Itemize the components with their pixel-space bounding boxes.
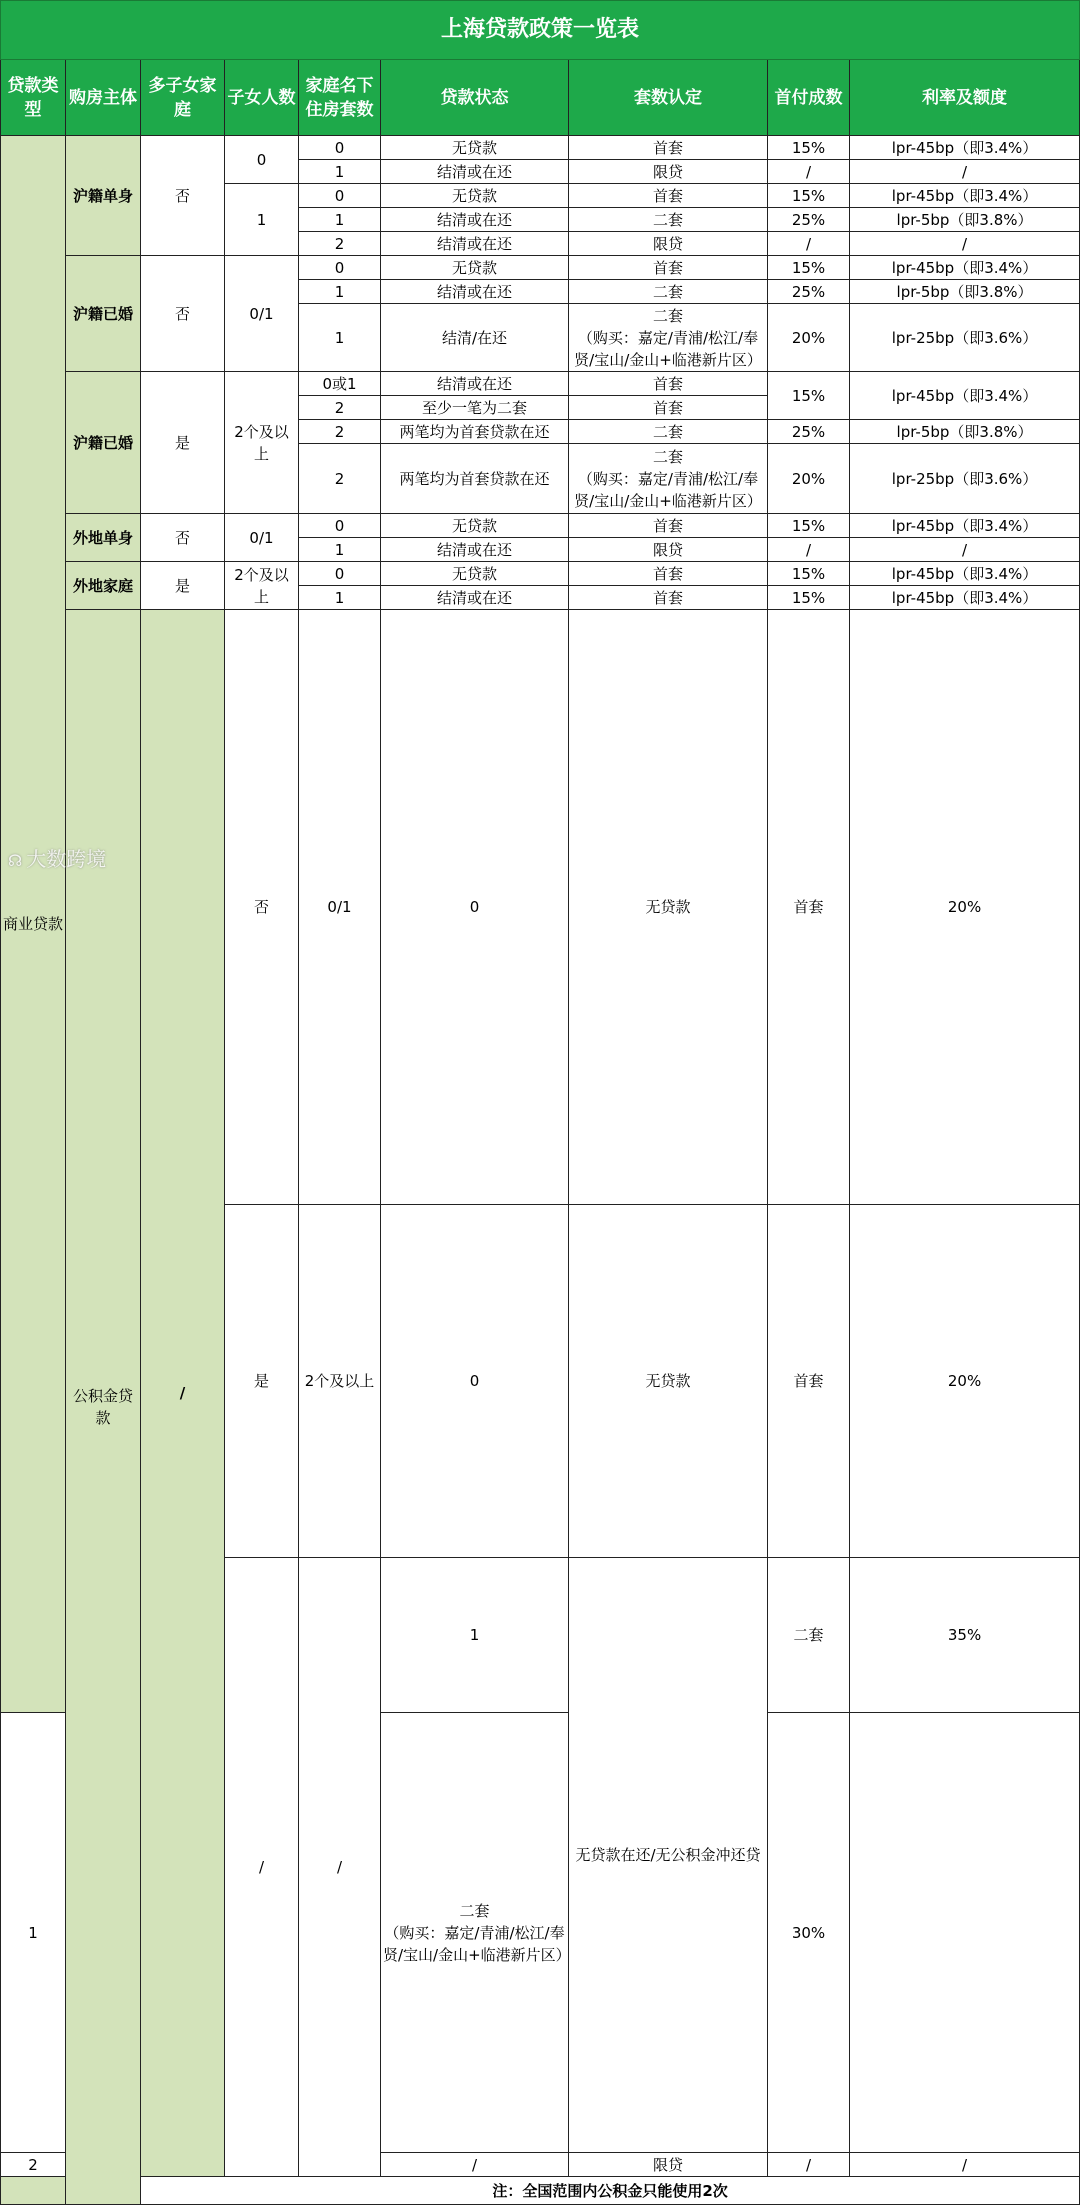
house-count-cell: 0 [299,514,381,538]
house-count-cell: 0或1 [299,372,381,396]
rate-cell: lpr-45bp（即3.4%） [850,184,1080,208]
status-cell: 结清或在还 [381,586,569,610]
down-cell: 35% [850,1558,1080,1713]
house-count-cell: 0 [299,184,381,208]
multi-child-cell: 否 [141,136,225,256]
house-count-cell: 2 [299,232,381,256]
child-count-cell: 1 [225,184,299,256]
status-cell: 结清/在还 [381,304,569,372]
house-count-cell: 1 [299,304,381,372]
rate-cell: lpr-5bp（即3.8%） [850,280,1080,304]
count-cell: 二套 （购买：嘉定/青浦/松江/奉贤/宝山/金山+临港新片区） [381,1713,569,2153]
house-count-cell: 1 [299,208,381,232]
down-cell: / [768,232,850,256]
watermark [8,843,148,871]
status-cell: 无贷款 [381,562,569,586]
subject-out-single: 外地单身 [66,514,141,562]
rate-cell: / [850,232,1080,256]
status-cell: 结清或在还 [381,280,569,304]
down-cell: / [768,160,850,184]
count-cell: 首套 [569,256,768,280]
status-cell: / [381,2153,569,2177]
group-provident: 公积金贷款 [66,610,141,2205]
down-cell: 15% [768,184,850,208]
rate-cell: / [850,538,1080,562]
count-cell: 首套 [768,1205,850,1558]
child-count-cell: 2个及以上 [299,1205,381,1558]
rate-cell: lpr-45bp（即3.4%） [850,586,1080,610]
count-cell: 限贷 [569,232,768,256]
count-cell: 限贷 [569,538,768,562]
multi-child-cell: / [225,1558,299,2177]
child-count-cell: 0/1 [225,514,299,562]
house-count-cell: 2 [299,420,381,444]
count-cell: 二套 [569,280,768,304]
down-cell: 15% [768,136,850,160]
child-count-cell: / [299,1558,381,2177]
status-cell: 结清或在还 [381,160,569,184]
house-count-cell: 0 [299,562,381,586]
count-cell: 二套 [569,208,768,232]
status-cell: 两笔均为首套贷款在还 [381,444,569,514]
status-cell: 无贷款 [381,184,569,208]
group-commercial: 商业贷款 [1,136,66,1713]
house-count-cell: 1 [1,1713,66,2153]
page-title: 上海贷款政策一览表 [1,1,1080,60]
down-cell: 15% [768,514,850,538]
count-cell: 限贷 [569,160,768,184]
header-count-rule: 套数认定 [569,60,768,136]
child-count-cell: 2个及以上 [225,372,299,514]
multi-child-cell: 否 [225,610,299,1205]
count-cell: 首套 [569,396,768,420]
header-house-count: 家庭名下住房套数 [299,60,381,136]
down-cell: 20% [768,304,850,372]
house-count-cell: 1 [299,280,381,304]
count-cell: 二套 [569,420,768,444]
status-cell: 两笔均为首套贷款在还 [381,420,569,444]
status-cell: 无贷款 [381,514,569,538]
header-child-count: 子女人数 [225,60,299,136]
child-count-cell: 0/1 [225,256,299,372]
multi-child-cell: 是 [141,372,225,514]
status-cell: 无贷款 [381,256,569,280]
count-cell: 首套 [569,514,768,538]
count-cell: 限贷 [569,2153,768,2177]
header-rate: 利率及额度 [850,60,1080,136]
status-cell: 至少一笔为二套 [381,396,569,420]
count-cell: 首套 [768,610,850,1205]
down-cell: 15% [768,586,850,610]
count-cell: 二套 [768,1558,850,1713]
header-down-payment: 首付成数 [768,60,850,136]
count-cell: 二套 （购买：嘉定/青浦/松江/奉贤/宝山/金山+临港新片区） [569,444,768,514]
down-cell: 25% [768,208,850,232]
house-count-cell: 1 [381,1558,569,1713]
down-cell: 20% [850,1205,1080,1558]
count-cell: 首套 [569,372,768,396]
status-cell: 无贷款 [569,1205,768,1558]
multi-child-cell: 是 [141,562,225,610]
house-count-cell: 0 [299,136,381,160]
count-cell: 首套 [569,184,768,208]
subject-provident: / [141,610,225,2177]
footnote: 注：全国范围内公积金只能使用2次 [141,2177,1080,2205]
rate-cell: / [850,2153,1080,2177]
down-cell: 15% [768,256,850,280]
header-loan-status: 贷款状态 [381,60,569,136]
subject-hu-married-multi: 沪籍已婚 [66,372,141,514]
note-spacer [1,2177,66,2205]
count-cell: 二套 （购买：嘉定/青浦/松江/奉贤/宝山/金山+临港新片区） [569,304,768,372]
header-buyer: 购房主体 [66,60,141,136]
rate-cell: lpr-45bp（即3.4%） [850,372,1080,420]
house-count-cell: 2 [299,396,381,420]
house-count-cell: 1 [299,160,381,184]
subject-hu-married: 沪籍已婚 [66,256,141,372]
status-cell: 结清或在还 [381,208,569,232]
rate-cell: lpr-45bp（即3.4%） [850,136,1080,160]
down-cell: 15% [768,562,850,586]
status-cell: 结清或在还 [381,372,569,396]
rate-cell: lpr-45bp（即3.4%） [850,562,1080,586]
down-cell: / [768,538,850,562]
status-cell: 无贷款 [381,136,569,160]
house-count-cell: 2 [299,444,381,514]
down-cell: / [768,2153,850,2177]
house-count-cell: 0 [381,610,569,1205]
status-cell: 结清或在还 [381,538,569,562]
count-cell: 首套 [569,562,768,586]
count-cell: 首套 [569,136,768,160]
multi-child-cell: 否 [141,256,225,372]
house-count-cell: 0 [299,256,381,280]
rate-cell: lpr-45bp（即3.4%） [850,256,1080,280]
down-cell: 20% [768,444,850,514]
rate-cell: lpr-25bp（即3.6%） [850,304,1080,372]
watermark-logo-icon: ☊ [8,851,23,870]
multi-child-cell: 否 [141,514,225,562]
status-cell: 结清或在还 [381,232,569,256]
child-count-cell: 0 [225,136,299,184]
rate-cell: lpr-45bp（即3.4%） [850,514,1080,538]
down-cell: 15% [768,372,850,420]
house-count-cell: 1 [299,586,381,610]
house-count-cell: 1 [299,538,381,562]
house-count-cell: 0 [381,1205,569,1558]
child-count-cell: 0/1 [299,610,381,1205]
rate-cell: lpr-25bp（即3.6%） [850,444,1080,514]
down-cell: 25% [768,420,850,444]
subject-out-family: 外地家庭 [66,562,141,610]
multi-child-cell: 是 [225,1205,299,1558]
watermark-text: 大数跨境 [26,847,107,871]
rate-cell: lpr-5bp（即3.8%） [850,420,1080,444]
count-cell: 首套 [569,586,768,610]
down-cell: 20% [850,610,1080,1205]
subject-hu-single: 沪籍单身 [66,136,141,256]
status-cell: 无贷款在还/无公积金冲还贷 [569,1558,768,2153]
header-loan-type: 贷款类型 [1,60,66,136]
rate-cell: lpr-5bp（即3.8%） [850,208,1080,232]
child-count-cell: 2个及以上 [225,562,299,610]
down-cell: 30% [768,1713,850,2153]
down-cell: 25% [768,280,850,304]
house-count-cell: 2 [1,2153,66,2177]
rate-cell: / [850,160,1080,184]
status-cell: 无贷款 [569,610,768,1205]
header-multi-child: 多子女家庭 [141,60,225,136]
